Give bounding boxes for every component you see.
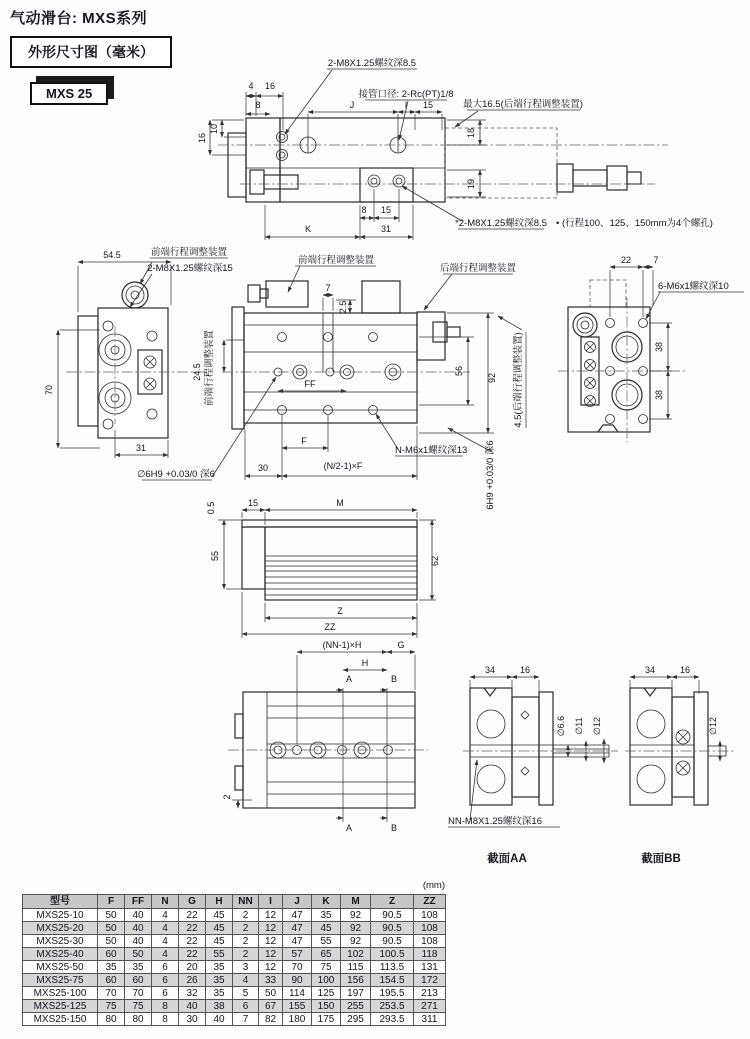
cell-J: 180 [283,1013,312,1026]
dim-4: 4 [248,81,254,91]
col-header-K: K [312,895,341,909]
cell-Z: 195.5 [371,987,414,1000]
cell-J: 57 [283,948,312,961]
section-A-bottom-label: A [345,823,353,833]
hole-count-note: • (行程100、125、150mm为4个螺孔) [556,218,713,229]
cell-H: 45 [206,922,233,935]
cell-NN: 2 [233,948,259,961]
cell-K: 35 [312,909,341,922]
cell-model: MXS25-50 [23,961,98,974]
col-header-F: F [98,895,125,909]
dim-22: 22 [620,255,632,265]
thread-top-label: 2-M8X1.25螺纹深8.5 [327,58,417,69]
cell-G: 40 [179,1000,206,1013]
col-header-NN: NN [233,895,259,909]
col-header-model: 型号 [23,895,98,909]
cell-H: 45 [206,909,233,922]
col-header-Z: Z [371,895,414,909]
cell-K: 100 [312,974,341,987]
cell-ZZ: 108 [414,935,446,948]
cell-N: 6 [152,974,179,987]
cell-Z: 100.5 [371,948,414,961]
dim-15-side: 15 [247,498,259,508]
cell-F: 50 [98,909,125,922]
cell-Z: 293.5 [371,1013,414,1026]
section-bb-geometry [625,688,735,805]
dim-70: 70 [44,384,54,396]
col-header-G: G [179,895,206,909]
cell-J: 47 [283,909,312,922]
col-header-H: H [206,895,233,909]
model-label-box: MXS 25 [30,82,108,105]
section-aa-view [463,665,618,865]
dim-19: 19 [466,178,476,190]
dim-0-5: 0.5 [206,501,216,515]
dim-Z: Z [337,606,343,616]
cell-FF: 50 [125,948,152,961]
cell-I: 12 [259,922,283,935]
cell-K: 75 [312,961,341,974]
cell-Z: 113.5 [371,961,414,974]
cell-K: 125 [312,987,341,1000]
page-title: 气动滑台: MXS系列 [10,10,148,27]
side-elevation-dimensions [218,510,436,638]
dim-7-right: 7 [653,255,659,265]
cell-Z: 154.5 [371,974,414,987]
bottom-view [222,640,560,833]
cell-I: 67 [259,1000,283,1013]
dim-34-bb: 34 [644,665,656,675]
table-row [23,1000,446,1013]
cell-I: 12 [259,961,283,974]
cell-I: 50 [259,987,283,1000]
table-header-row [23,895,446,909]
cell-M: 92 [341,909,371,922]
unit-note: (mm) [422,880,445,891]
side-elevation-view [206,498,440,638]
cell-NN: 2 [233,909,259,922]
dim-dia-6-6: ∅6.6 [556,715,566,737]
cell-I: 12 [259,948,283,961]
cell-FF: 80 [125,1013,152,1026]
rear-adjuster-label-fv: 后端行程调整装置 [439,263,517,274]
side-elevation-geometry [242,520,417,600]
cell-G: 26 [179,974,206,987]
cell-FF: 60 [125,974,152,987]
left-side-view-geometry [66,262,208,438]
table-row [23,1013,446,1026]
dim-10: 10 [209,123,219,135]
dim-2-5: 2.5 [338,300,348,314]
table-row [23,935,446,948]
dim-92: 92 [487,372,497,384]
cell-model: MXS25-10 [23,909,98,922]
cell-FF: 35 [125,961,152,974]
cell-Z: 253.5 [371,1000,414,1013]
cell-M: 92 [341,935,371,948]
cell-K: 65 [312,948,341,961]
cell-model: MXS25-30 [23,935,98,948]
cell-N: 4 [152,935,179,948]
cell-J: 47 [283,922,312,935]
section-B-top-label: B [390,674,398,684]
section-bb-view [625,665,735,865]
cell-I: 33 [259,974,283,987]
cell-model: MXS25-100 [23,987,98,1000]
cell-model: MXS25-20 [23,922,98,935]
cell-G: 22 [179,909,206,922]
cell-J: 70 [283,961,312,974]
cell-NN: 5 [233,987,259,1000]
cell-H: 35 [206,961,233,974]
col-header-M: M [341,895,371,909]
cell-N: 6 [152,987,179,1000]
dim-2: 2 [222,794,232,800]
dim-G: G [397,640,405,650]
dim-24-5: 24.5 [192,363,202,381]
cell-ZZ: 108 [414,922,446,935]
section-A-top-label: A [345,674,353,684]
cell-NN: 6 [233,1000,259,1013]
right-end-view-geometry [558,280,685,442]
col-header-J: J [283,895,312,909]
cell-J: 47 [283,935,312,948]
dim-dia-12-aa: ∅12 [592,717,602,735]
dim-34-aa: 34 [484,665,496,675]
dimension-table [22,894,446,1026]
cell-M: 295 [341,1013,371,1026]
cell-K: 55 [312,935,341,948]
dim-15-bottom: 15 [380,205,392,215]
cell-F: 35 [98,961,125,974]
dim-38-upper: 38 [654,341,664,353]
dim-18: 18 [466,127,476,139]
bottom-view-geometry [228,688,477,822]
table-body [23,909,446,1026]
cell-G: 22 [179,948,206,961]
dim-62: 62 [430,555,440,567]
dim-31: 31 [380,224,392,234]
dim-nn-1xH: (NN-1)×H [322,640,362,650]
cell-G: 22 [179,935,206,948]
cell-I: 12 [259,909,283,922]
cell-M: 156 [341,974,371,987]
cell-Z: 90.5 [371,922,414,935]
dim-15: 15 [422,100,434,110]
dim-16-left: 16 [197,132,207,144]
cell-N: 6 [152,961,179,974]
cell-I: 82 [259,1013,283,1026]
table-row [23,909,446,922]
table-row [23,974,446,987]
cell-ZZ: 118 [414,948,446,961]
thread-15-label: 2-M8X1.25螺纹深15 [147,263,233,274]
cell-ZZ: 271 [414,1000,446,1013]
cell-N: 8 [152,1000,179,1013]
cell-FF: 75 [125,1000,152,1013]
cell-J: 114 [283,987,312,1000]
cell-H: 35 [206,974,233,987]
front-adjuster-label-fv: 前端行程调整装置 [297,255,375,266]
cell-N: 4 [152,948,179,961]
dim-38-lower: 38 [654,389,664,401]
cell-model: MXS25-40 [23,948,98,961]
dim-7-slot: 7 [325,283,331,293]
dim-16-aa: 16 [519,665,531,675]
section-B-bottom-label: B [390,823,398,833]
cell-H: 55 [206,948,233,961]
front-adjuster-rotated-label: 前端行程调整装置 [204,329,215,407]
dimension-drawing-box: 外形尺寸图（毫米） [10,36,172,68]
cell-G: 32 [179,987,206,1000]
col-header-FF: FF [125,895,152,909]
dim-54-5: 54.5 [103,250,121,260]
front-view-geometry [212,266,522,477]
cell-G: 30 [179,1013,206,1026]
cell-F: 75 [98,1000,125,1013]
dim-H: H [361,658,369,668]
cell-NN: 7 [233,1013,259,1026]
cell-K: 175 [312,1013,341,1026]
cell-F: 60 [98,948,125,961]
cell-H: 40 [206,1013,233,1026]
cell-ZZ: 172 [414,974,446,987]
cell-ZZ: 108 [414,909,446,922]
dim-dia-11: ∅11 [574,717,584,735]
cell-N: 8 [152,1013,179,1026]
dim-F: F [301,436,307,446]
section-aa-geometry [463,688,618,805]
cell-K: 45 [312,922,341,935]
dim-8: 8 [255,100,261,110]
cell-F: 80 [98,1013,125,1026]
top-view [197,57,713,240]
front-view [137,254,526,510]
dim-56: 56 [454,365,464,377]
cell-Z: 90.5 [371,935,414,948]
table-row [23,987,446,1000]
col-header-N: N [152,895,179,909]
cell-model: MXS25-125 [23,1000,98,1013]
section-aa-caption: 截面AA [487,853,527,865]
dim-16-bb: 16 [679,665,691,675]
thread-m6x1-label: 6-M6x1螺纹深10 [658,281,729,292]
cell-M: 255 [341,1000,371,1013]
dim-ZZ: ZZ [324,622,336,632]
right-end-view [558,255,744,442]
section-bb-dimensions [630,677,720,761]
cell-FF: 70 [125,987,152,1000]
col-header-ZZ: ZZ [414,895,446,909]
cell-N: 4 [152,922,179,935]
cell-N: 4 [152,909,179,922]
cell-NN: 2 [233,935,259,948]
table-row [23,961,446,974]
cell-M: 92 [341,922,371,935]
cell-FF: 40 [125,935,152,948]
dim-dia-12-bb: ∅12 [708,717,718,735]
cell-H: 45 [206,935,233,948]
cell-M: 115 [341,961,371,974]
cell-G: 22 [179,922,206,935]
cell-ZZ: 311 [414,1013,446,1026]
cell-FF: 40 [125,909,152,922]
max-stroke-note-label: 最大16.5(后端行程调整装置) [463,99,583,110]
dim-J: J [349,100,355,110]
table-row [23,922,446,935]
cell-F: 50 [98,935,125,948]
cell-FF: 40 [125,922,152,935]
cell-M: 197 [341,987,371,1000]
col-header-I: I [259,895,283,909]
cell-ZZ: 213 [414,987,446,1000]
dim-I: I [404,100,408,110]
dim-M: M [336,498,344,508]
nn-m8-thread-label: NN-M8X1.25螺纹深16 [448,816,542,827]
dim-31-left-view: 31 [135,443,147,453]
dim-16: 16 [264,81,276,91]
dim-n2-1xF: (N/2-1)×F [323,461,363,471]
cell-J: 90 [283,974,312,987]
cell-J: 155 [283,1000,312,1013]
cell-ZZ: 131 [414,961,446,974]
cell-NN: 3 [233,961,259,974]
dim-30: 30 [257,463,269,473]
dim-K: K [304,224,312,234]
cell-H: 38 [206,1000,233,1013]
cell-Z: 90.5 [371,909,414,922]
dim-8-bottom: 8 [361,205,367,215]
cell-model: MXS25-75 [23,974,98,987]
section-bb-caption: 截面BB [641,853,681,865]
port-size-label: 接管口径: 2-Rc(PT)1/8 [358,89,454,100]
cell-model: MXS25-150 [23,1013,98,1026]
hole-6h9-label: ∅6H9 +0.03/0 深6 [137,469,215,480]
rear-adjuster-4-5-label: 4.5(后端行程调整装置) [513,332,524,428]
cell-NN: 2 [233,922,259,935]
cell-I: 12 [259,935,283,948]
n-m6-thread-label: N-M6x1螺纹深13 [395,445,468,456]
table-row [23,948,446,961]
dim-55: 55 [210,550,220,562]
cell-NN: 4 [233,974,259,987]
dim-FF: FF [304,379,316,389]
thread-bottom-label: *2-M8X1.25螺纹深8.5 [455,218,547,229]
cell-M: 102 [341,948,371,961]
cell-F: 50 [98,922,125,935]
cell-G: 20 [179,961,206,974]
cell-F: 60 [98,974,125,987]
cell-H: 35 [206,987,233,1000]
hole-6h9-rotated-label: 6H9 +0.03/0 深6 [485,440,496,510]
cell-K: 150 [312,1000,341,1013]
front-adjuster-label: 前端行程调整装置 [150,247,228,258]
cell-F: 70 [98,987,125,1000]
